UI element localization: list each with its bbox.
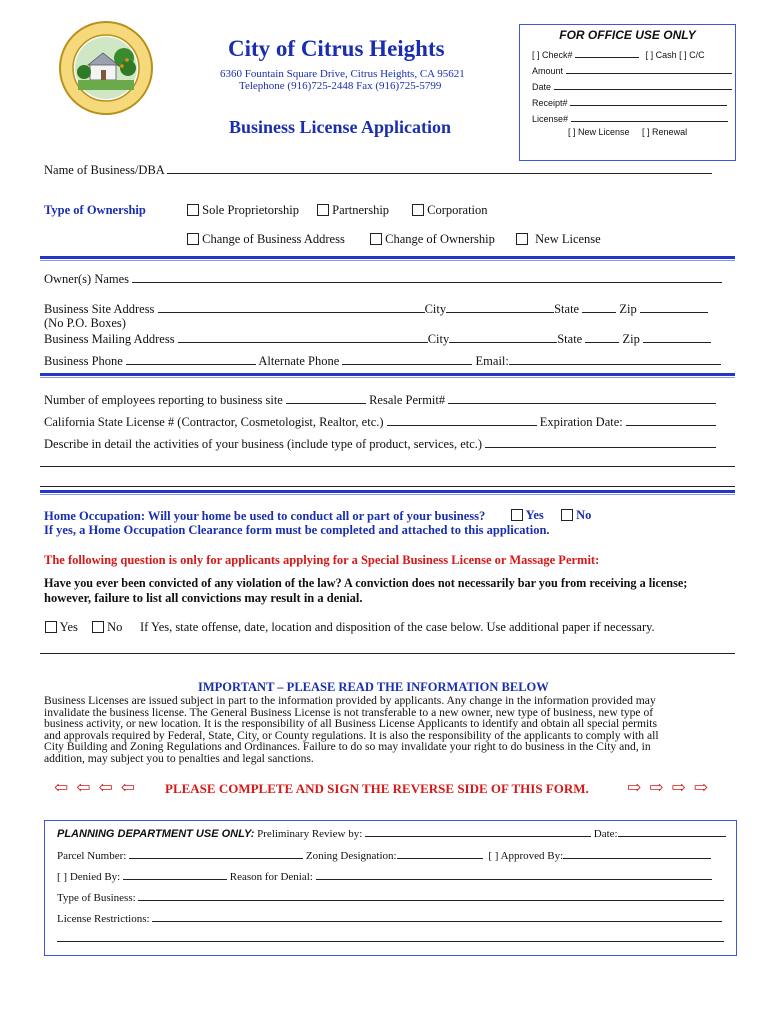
site-state-label: State xyxy=(554,302,580,316)
check-number-field[interactable] xyxy=(575,49,639,58)
site-address-field[interactable] xyxy=(158,301,425,313)
mailing-city-field[interactable] xyxy=(449,331,557,343)
home-no-option[interactable]: No xyxy=(561,508,591,523)
new-license-checkbox[interactable] xyxy=(516,233,528,245)
ownership-option-change-address[interactable]: Change of Business Address xyxy=(187,232,345,247)
mailing-state-label: State xyxy=(557,332,583,346)
planning-box xyxy=(44,820,737,956)
office-date-field[interactable] xyxy=(554,81,732,90)
sole-proprietorship-checkbox[interactable] xyxy=(187,204,199,216)
form-title: Business License Application xyxy=(229,117,452,137)
email-label: Email: xyxy=(475,354,509,368)
check-label: [ ] Check# xyxy=(532,50,573,60)
right-arrows xyxy=(627,778,716,798)
home-yes-option[interactable]: Yes xyxy=(511,508,544,523)
city-title: City of Citrus Heights xyxy=(228,36,445,61)
conviction-yes-checkbox[interactable] xyxy=(45,621,57,633)
denied-by-field[interactable] xyxy=(123,870,227,880)
reason-denial-label: Reason for Denial: xyxy=(229,871,313,883)
license-number-label: License# xyxy=(532,114,569,124)
important-line: addition, may subject you to penalties and legal sanctions. xyxy=(44,751,314,765)
mailing-address-field[interactable] xyxy=(178,331,428,343)
section-divider-2 xyxy=(40,373,735,378)
important-line: and approvals required by Federal, State, City, or County regulations. It is also the responsibility of the applicants to comply with all xyxy=(44,728,659,742)
important-line: invalidate the business license. The General Business License is not transferable to a new owner, new type of business, new type of xyxy=(44,705,654,719)
conviction-no-option[interactable]: No xyxy=(92,620,122,635)
section-divider xyxy=(40,256,735,261)
owners-field[interactable] xyxy=(132,271,722,283)
amount-field[interactable] xyxy=(566,65,732,74)
conviction-no-checkbox[interactable] xyxy=(92,621,104,633)
describe-field[interactable] xyxy=(485,436,716,448)
change-ownership-checkbox[interactable] xyxy=(370,233,382,245)
ownership-label: Type of Ownership xyxy=(44,203,146,217)
arrow-right-icon: ⇨ xyxy=(649,778,672,797)
employees-label: Number of employees reporting to business site xyxy=(44,393,283,407)
important-line: City Building and Zoning Regulations and Ordinances. Failure to do so may invalidate your right to do business in the City and, in xyxy=(44,740,651,754)
left-arrows xyxy=(54,778,143,798)
employees-field[interactable] xyxy=(286,392,366,404)
arrow-right-icon: ⇨ xyxy=(693,778,716,797)
new-license-option[interactable]: [ ] New License xyxy=(568,127,630,137)
site-address-label: Business Site Address xyxy=(44,302,155,316)
reason-denial-field[interactable] xyxy=(316,870,712,880)
conviction-instruction: If Yes, state offense, date, location and disposition of the case below. Use additional paper if necessary. xyxy=(140,620,655,634)
conviction-yes-option[interactable]: Yes xyxy=(45,620,78,635)
arrow-left-icon: ⇦ xyxy=(120,778,143,797)
site-zip-field[interactable] xyxy=(640,301,708,313)
arrow-right-icon: ⇨ xyxy=(671,778,694,797)
planning-date-field[interactable] xyxy=(618,827,726,837)
describe-line-3[interactable] xyxy=(40,486,735,487)
partnership-checkbox[interactable] xyxy=(317,204,329,216)
conviction-question-line2: however, failure to list all convictions may result in a denial. xyxy=(44,591,363,605)
ownership-option-change-ownership[interactable]: Change of Ownership xyxy=(370,232,495,247)
conviction-question-line1: Have you ever been convicted of any violation of the law? A conviction does not necessarily bar you from receiving a license; xyxy=(44,576,688,590)
city-phone: Telephone (916)725-2448 Fax (916)725-5799 xyxy=(239,80,442,92)
denied-by-label[interactable]: [ ] Denied By: xyxy=(57,871,121,883)
site-city-field[interactable] xyxy=(446,301,554,313)
type-of-business-label: Type of Business: xyxy=(57,892,136,904)
expiration-label: Expiration Date: xyxy=(539,415,623,429)
important-title: IMPORTANT – PLEASE READ THE INFORMATION BELOW xyxy=(198,680,549,694)
office-date-label: Date xyxy=(532,82,552,92)
site-zip-label: Zip xyxy=(619,302,637,316)
site-state-field[interactable] xyxy=(582,301,616,313)
business-name-field[interactable] xyxy=(167,162,712,174)
arrow-left-icon: ⇦ xyxy=(54,778,77,797)
zoning-field[interactable] xyxy=(397,849,483,859)
license-restrictions-label: License Restrictions: xyxy=(57,913,150,925)
office-use-box xyxy=(519,24,736,161)
ownership-option-partnership[interactable]: Partnership xyxy=(317,203,389,218)
business-name-label: Name of Business/DBA xyxy=(44,163,165,177)
receipt-field[interactable] xyxy=(570,97,727,106)
zoning-label: Zoning Designation: xyxy=(305,850,397,862)
approved-by-field[interactable] xyxy=(563,849,711,859)
important-line: business activity, or new location. It is the responsibility of all Business License Applicants to identify and obtain all special permits xyxy=(44,717,657,731)
resale-permit-field[interactable] xyxy=(448,392,716,404)
reverse-side-notice: PLEASE COMPLETE AND SIGN THE REVERSE SIDE OF THIS FORM. xyxy=(165,781,589,796)
restrictions-line-2[interactable] xyxy=(57,941,724,942)
important-body xyxy=(44,695,659,765)
city-address: 6360 Fountain Square Drive, Citrus Heights, CA 95621 xyxy=(220,68,465,80)
mailing-state-field[interactable] xyxy=(585,331,619,343)
describe-label: Describe in detail the activities of your business (include type of product, services, etc.) xyxy=(44,437,483,451)
ownership-option-corporation[interactable]: Corporation xyxy=(412,203,488,218)
mailing-zip-label: Zip xyxy=(622,332,640,346)
renewal-option[interactable]: [ ] Renewal xyxy=(642,127,688,137)
home-occupation-note: If yes, a Home Occupation Clearance form must be completed and attached to this application. xyxy=(44,523,550,537)
section-divider-3 xyxy=(40,490,735,495)
email-field[interactable] xyxy=(509,353,721,365)
preliminary-review-label: Preliminary Review by: xyxy=(257,828,363,840)
corporation-checkbox[interactable] xyxy=(412,204,424,216)
planning-date-label: Date: xyxy=(593,828,618,840)
planning-title: PLANNING DEPARTMENT USE ONLY: xyxy=(57,828,255,840)
receipt-label: Receipt# xyxy=(532,98,568,108)
resale-permit-label: Resale Permit# xyxy=(369,393,446,407)
arrow-left-icon: ⇦ xyxy=(98,778,121,797)
parcel-number-label: Parcel Number: xyxy=(57,850,127,862)
city-seal xyxy=(58,20,154,116)
expiration-field[interactable] xyxy=(626,414,716,426)
business-phone-field[interactable] xyxy=(126,353,256,365)
ownership-option-new-license[interactable]: New License xyxy=(516,232,601,247)
alternate-phone-label: Alternate Phone xyxy=(258,354,340,368)
arrow-left-icon: ⇦ xyxy=(76,778,99,797)
office-use-title: FOR OFFICE USE ONLY xyxy=(559,28,696,42)
conviction-details-line[interactable] xyxy=(40,653,735,654)
license-restrictions-field[interactable] xyxy=(152,912,722,922)
preliminary-review-field[interactable] xyxy=(365,827,591,837)
mailing-zip-field[interactable] xyxy=(643,331,711,343)
amount-label: Amount xyxy=(532,66,564,76)
license-number-field[interactable] xyxy=(571,113,728,122)
special-license-notice: The following question is only for applicants applying for a Special Business License or Massage Permit: xyxy=(44,553,600,567)
arrow-right-icon: ⇨ xyxy=(627,778,650,797)
state-license-label: California State License # (Contractor, Cosmetologist, Realtor, etc.) xyxy=(44,415,384,429)
home-occupation-question: Home Occupation: Will your home be used to conduct all or part of your business? xyxy=(44,509,486,523)
state-license-field[interactable] xyxy=(387,414,537,426)
home-no-checkbox[interactable] xyxy=(561,509,573,521)
site-city-label: City xyxy=(424,302,447,316)
change-address-checkbox[interactable] xyxy=(187,233,199,245)
business-phone-label: Business Phone xyxy=(44,354,123,368)
ownership-option-sole[interactable]: Sole Proprietorship xyxy=(187,203,299,218)
type-of-business-field[interactable] xyxy=(138,891,724,901)
important-line: Business Licenses are issued subject in part to the information provided by applicants. Any change in the information provided may xyxy=(44,694,656,707)
cash-cc-label: [ ] Cash [ ] C/C xyxy=(645,50,705,60)
owners-label: Owner(s) Names xyxy=(44,272,130,286)
describe-line-2[interactable] xyxy=(40,466,735,467)
home-yes-checkbox[interactable] xyxy=(511,509,523,521)
approved-by-label[interactable]: [ ] Approved By: xyxy=(488,850,564,862)
alternate-phone-field[interactable] xyxy=(342,353,472,365)
mailing-address-label: Business Mailing Address xyxy=(44,332,175,346)
no-po-boxes-note: (No P.O. Boxes) xyxy=(44,316,126,330)
parcel-number-field[interactable] xyxy=(129,849,303,859)
mailing-city-label: City xyxy=(427,332,450,346)
